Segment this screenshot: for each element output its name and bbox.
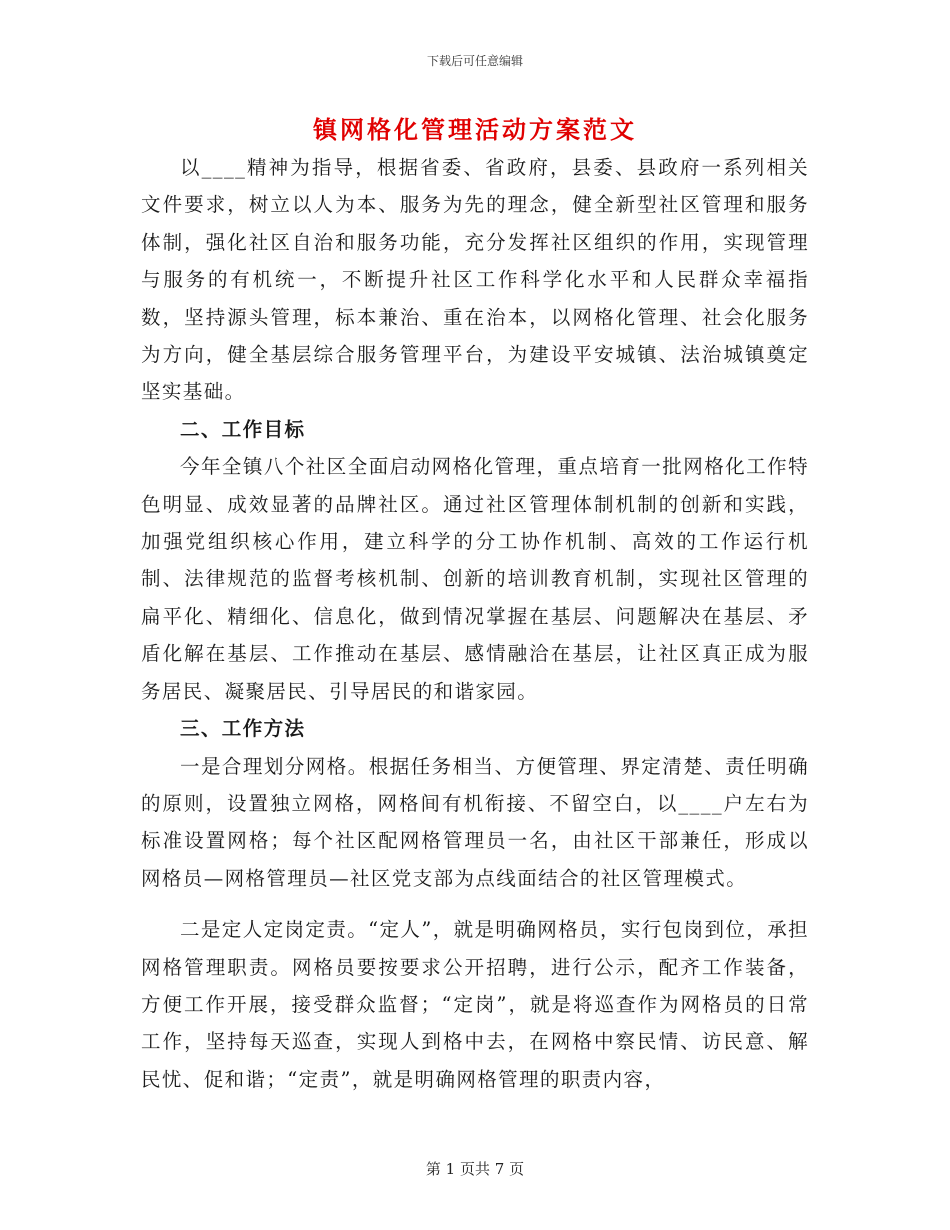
paragraph-method-two: 二是定人定岗定责。“定人”，就是明确网格员，实行包岗到位，承担网格管理职责。网格员要按要求公开招聘，进行公示，配齐工作装备，方便工作开展，接受群众监督；“定岗”，就是将巡查作为网格员的日常工作，坚持每天巡查，实现人到格中去，在网格中察民情、访民意、解民忧、促和谐；“定责”，就是明确网格管理的职责内容， <box>141 918 809 1091</box>
document-title: 镇网格化管理活动方案范文 <box>313 115 637 144</box>
header-note: 下载后可任意编辑 <box>426 54 523 68</box>
paragraph-intro: 以____精神为指导，根据省委、省政府，县委、县政府一系列相关文件要求，树立以人为本、服务为先的理念，健全新型社区管理和服务体制，强化社区自治和服务功能，充分发挥社区组织的作用，实现管理与服务的有机统一，不断提升社区工作科学化水平和人民群众幸福指数，坚持源头管理，标本兼治、重在治本，以网格化管理、社会化服务为方向，健全基层综合服务管理平台，为建设平安城镇、法治城镇奠定坚实基础。 <box>141 156 809 404</box>
heading-work-methods: 三、工作方法 <box>180 717 306 741</box>
page-number-footer: 第 1 页共 7 页 <box>425 1160 525 1178</box>
heading-work-goals: 二、工作目标 <box>180 417 306 441</box>
document-body <box>141 149 809 1098</box>
paragraph-method-one: 一是合理划分网格。根据任务相当、方便管理、界定清楚、责任明确的原则，设置独立网格，网格间有机衔接、不留空白，以____户左右为标准设置网格；每个社区配网格管理员一名，由社区干部兼任，形成以网格员—网格管理员—社区党支部为点线面结合的社区管理模式。 <box>141 754 809 890</box>
paragraph-work-goals: 今年全镇八个社区全面启动网格化管理，重点培育一批网格化工作特色明显、成效显著的品牌社区。通过社区管理体制机制的创新和实践，加强党组织核心作用，建立科学的分工协作机制、高效的工作运行机制、法律规范的监督考核机制、创新的培训教育机制，实现社区管理的扁平化、精细化、信息化，做到情况掌握在基层、问题解决在基层、矛盾化解在基层、工作推动在基层、感情融洽在基层，让社区真正成为服务居民、凝聚居民、引导居民的和谐家园。 <box>141 455 809 703</box>
